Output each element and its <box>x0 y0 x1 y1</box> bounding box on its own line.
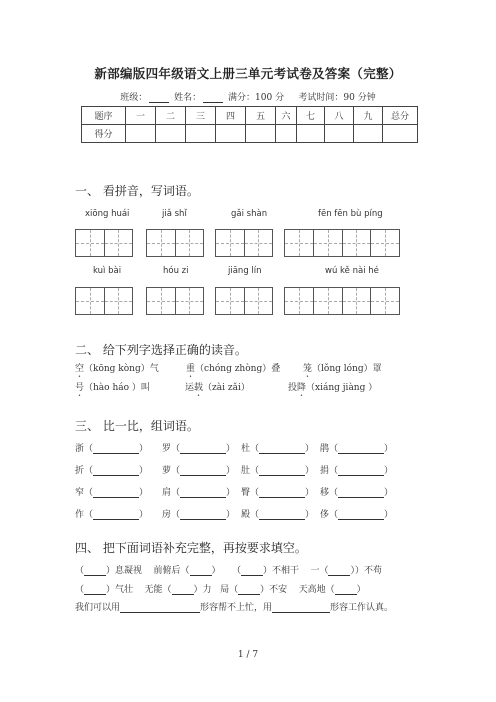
compare-char: 房 <box>162 510 172 520</box>
reading-options[interactable]: （xiáng jiàng ） <box>306 383 378 393</box>
score-header-cell: 一 <box>126 107 156 125</box>
compare-char: 侈 <box>320 510 330 520</box>
idiom-text: 无能（ <box>144 585 172 595</box>
score-table-header-row <box>82 107 418 125</box>
idiom-text: 不相干 <box>272 566 300 576</box>
score-header-cell: 六 <box>276 107 297 125</box>
reading-options[interactable]: （kōng kòng）气 <box>84 364 159 374</box>
score-table <box>81 106 418 143</box>
score-header-cell: 二 <box>156 107 186 125</box>
time-label: 考试时间：90 分钟 <box>298 93 376 103</box>
pinyin-label: kuì bài <box>93 266 122 276</box>
answer-blank[interactable] <box>84 585 106 595</box>
score-cell[interactable] <box>216 125 246 143</box>
idiom-text: ） <box>211 566 221 576</box>
target-char: 载 <box>194 383 204 393</box>
compare-row: 作（ ） 房（ ） 殿（ ） 侈（ ） <box>75 510 394 520</box>
idiom-text: 局（ <box>220 585 239 595</box>
score-label: 满分：100 分 <box>228 93 285 103</box>
compare-char: 捐 <box>320 466 330 476</box>
idiom-text: ） <box>356 585 366 595</box>
idiom-text: 气壮 <box>115 585 134 595</box>
compare-char: 作 <box>75 510 85 520</box>
reading-choice <box>303 361 382 380</box>
compare-char: 移 <box>320 488 330 498</box>
reading-options[interactable]: （hào háo ）叫 <box>84 383 150 393</box>
answer-blank[interactable] <box>338 444 384 454</box>
answer-blank[interactable] <box>93 510 139 520</box>
target-char: 笼 <box>303 364 313 374</box>
idiom-sentence <box>75 600 393 613</box>
score-cell[interactable] <box>186 125 216 143</box>
pinyin-label: jiāng lín <box>228 266 262 276</box>
answer-blank[interactable] <box>259 488 305 498</box>
pinyin-label: xiōng huái <box>85 209 130 219</box>
page-number: 1 / 7 <box>237 650 259 660</box>
reading-options[interactable]: （chóng zhòng）叠 <box>195 364 281 374</box>
name-blank[interactable] <box>203 93 223 103</box>
exam-info <box>0 90 496 103</box>
section-2-title: 二、 给下列字选择正确的读音。 <box>75 343 247 357</box>
sentence-text: 我们可以用 <box>75 603 121 613</box>
word-prefix: 投 <box>288 383 298 393</box>
compare-char: 臀 <box>241 488 251 498</box>
compare-char: 罗 <box>162 444 172 454</box>
answer-blank[interactable] <box>93 488 139 498</box>
answer-blank[interactable] <box>335 585 357 595</box>
writing-grid[interactable] <box>75 229 133 257</box>
answer-blank[interactable] <box>93 444 139 454</box>
class-label: 班级： <box>120 93 148 103</box>
reading-options[interactable]: （lǒng lóng）罩 <box>312 364 382 374</box>
section-4-title: 四、 把下面词语补充完整，再按要求填空。 <box>75 541 307 555</box>
idiom-text: ）不安 <box>260 585 288 595</box>
score-cell[interactable] <box>156 125 186 143</box>
score-cell[interactable] <box>126 125 156 143</box>
answer-blank[interactable] <box>241 566 263 576</box>
reading-choice <box>288 380 377 399</box>
writing-grid[interactable] <box>284 229 400 257</box>
writing-grid[interactable] <box>284 287 400 315</box>
answer-blank[interactable] <box>93 466 139 476</box>
score-header-cell: 九 <box>354 107 383 125</box>
compare-char: 殿 <box>241 510 251 520</box>
answer-blank[interactable] <box>172 585 194 595</box>
idiom-text: 前俯后（ <box>153 566 190 576</box>
reading-choice <box>75 361 159 380</box>
score-header-cell: 题序 <box>82 107 126 125</box>
target-char: 空 <box>75 364 85 374</box>
answer-blank[interactable] <box>180 466 226 476</box>
score-cell[interactable] <box>354 125 383 143</box>
compare-char: 浙 <box>75 444 85 454</box>
answer-blank[interactable] <box>272 603 330 613</box>
compare-char: 窄 <box>75 488 85 498</box>
compare-char: 鹃 <box>320 444 330 454</box>
target-char: 号 <box>75 383 85 393</box>
sentence-text: 形容工作认真。 <box>330 603 394 613</box>
compare-row: 浙（ ） 罗（ ） 杜（ ） 鹃（ ） <box>75 444 394 454</box>
answer-blank[interactable] <box>180 488 226 498</box>
writing-grid[interactable] <box>215 287 273 315</box>
idiom-line: （ ）息凝视 前俯后（ ） （ ）不相干 一（ ））不苟 <box>75 566 383 576</box>
writing-grid[interactable] <box>75 287 133 315</box>
score-header-cell: 四 <box>216 107 246 125</box>
answer-blank[interactable] <box>190 566 212 576</box>
answer-blank[interactable] <box>259 444 305 454</box>
answer-blank[interactable] <box>328 566 350 576</box>
idiom-text: ）力 <box>193 585 212 595</box>
writing-grid[interactable] <box>215 229 273 257</box>
answer-blank[interactable] <box>259 510 305 520</box>
pinyin-label: wú kě nài hé <box>325 266 379 276</box>
answer-blank[interactable] <box>238 585 260 595</box>
idiom-line: （ ）气壮 无能（ ）力 局（ ）不安 天高地（ ） <box>75 585 366 595</box>
pinyin-label: hóu zi <box>163 266 189 276</box>
target-char: 重 <box>186 364 196 374</box>
idiom-text: 天高地（ <box>298 585 335 595</box>
idiom-text: 一（ <box>310 566 329 576</box>
writing-grid[interactable] <box>146 287 204 315</box>
class-blank[interactable] <box>149 93 169 103</box>
writing-grid[interactable] <box>146 229 204 257</box>
reading-choice <box>185 380 250 399</box>
score-cell[interactable] <box>246 125 276 143</box>
section-1-title: 一、 看拼音，写词语。 <box>75 184 199 198</box>
pinyin-label: jiǎ shǐ <box>162 209 187 219</box>
score-header-cell: 三 <box>186 107 216 125</box>
score-cell[interactable] <box>383 125 418 143</box>
name-label: 姓名： <box>174 93 202 103</box>
score-cell[interactable] <box>325 125 354 143</box>
compare-char: 杜 <box>241 444 251 454</box>
score-table-score-row <box>82 125 418 143</box>
answer-blank[interactable] <box>259 466 305 476</box>
answer-blank[interactable] <box>338 466 384 476</box>
compare-char: 折 <box>75 466 85 476</box>
score-header-cell: 七 <box>297 107 325 125</box>
reading-choice <box>186 361 280 380</box>
compare-char: 萝 <box>162 466 172 476</box>
idiom-text: ）不苟 <box>355 566 383 576</box>
score-cell[interactable] <box>276 125 297 143</box>
sentence-text: 形容帮不上忙，用 <box>200 603 273 613</box>
pinyin-label: gǎi shàn <box>231 209 268 219</box>
idiom-text: 息凝视 <box>115 566 143 576</box>
score-header-cell: 总分 <box>383 107 418 125</box>
answer-blank[interactable] <box>84 566 106 576</box>
compare-char: 肩 <box>162 488 172 498</box>
section-3-title: 三、 比一比，组词语。 <box>75 419 199 433</box>
target-char: 降 <box>297 383 307 393</box>
score-row-label: 得分 <box>82 125 126 143</box>
compare-row: 折（ ） 萝（ ） 肚（ ） 捐（ ） <box>75 466 394 476</box>
reading-choice <box>75 380 150 399</box>
compare-char: 肚 <box>241 466 251 476</box>
answer-blank[interactable] <box>338 488 384 498</box>
reading-options[interactable]: （zài zǎi） <box>203 383 250 393</box>
answer-blank[interactable] <box>180 510 226 520</box>
answer-blank[interactable] <box>180 444 226 454</box>
score-header-cell: 八 <box>325 107 354 125</box>
score-cell[interactable] <box>297 125 325 143</box>
score-header-cell: 五 <box>246 107 276 125</box>
answer-blank[interactable] <box>120 603 200 613</box>
word-prefix: 运 <box>185 383 195 393</box>
answer-blank[interactable] <box>338 510 384 520</box>
page-title: 新部编版四年级语文上册三单元考试卷及答案（完整） <box>94 66 402 81</box>
compare-row: 窄（ ） 肩（ ） 臀（ ） 移（ ） <box>75 488 394 498</box>
pinyin-label: fēn fēn bù píng <box>318 209 383 219</box>
